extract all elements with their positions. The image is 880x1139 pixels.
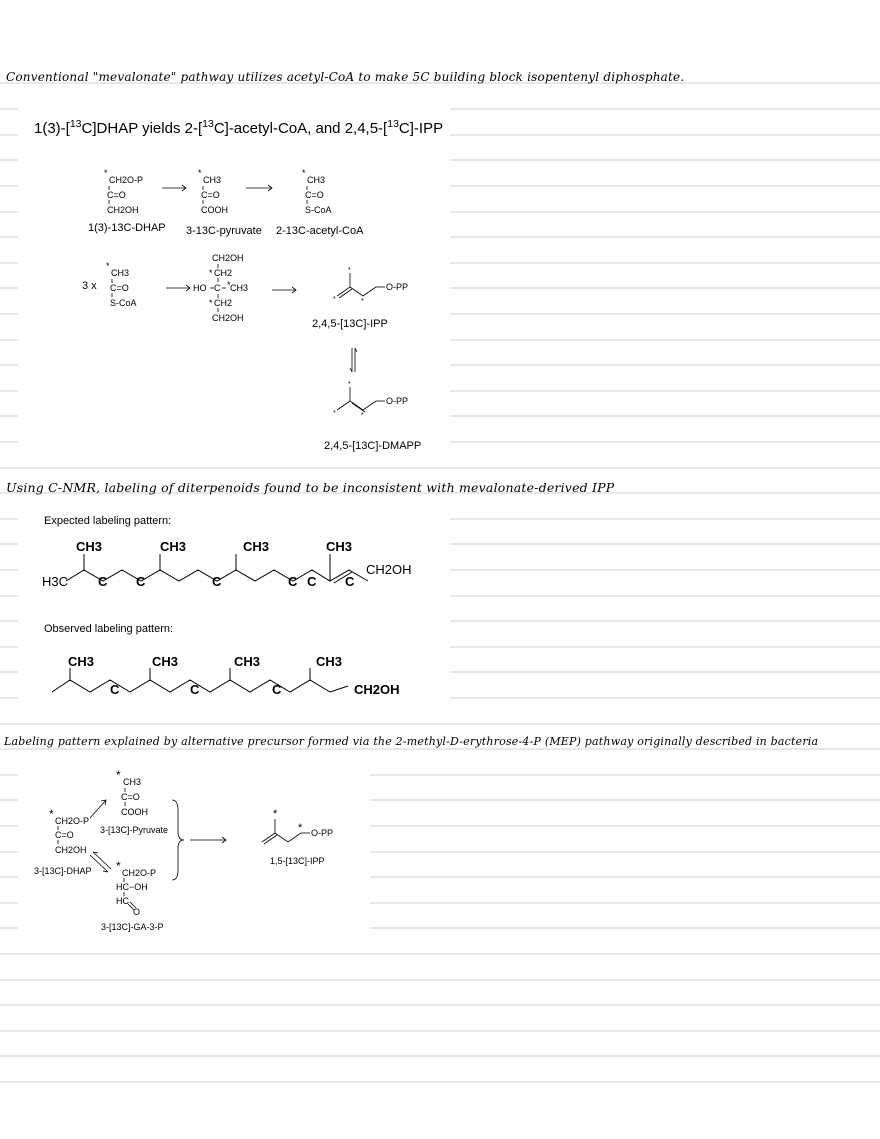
hmg-ch2-top: CH2 bbox=[214, 268, 233, 278]
mep-pyr-cooh: COOH bbox=[121, 807, 148, 817]
mep-dhap-label: 3-[13C]-DHAP bbox=[34, 866, 92, 876]
expected-label: Expected labeling pattern: bbox=[44, 515, 172, 527]
hmg-c: C bbox=[214, 283, 221, 293]
mep-ga-hc: HC bbox=[116, 896, 129, 906]
mep-pyr-ch3: CH3 bbox=[123, 777, 142, 787]
mep-ga-hcoh: HC−OH bbox=[116, 882, 148, 892]
mep-pyr-co: C=O bbox=[121, 792, 140, 802]
hmg-ch3: CH3 bbox=[230, 283, 249, 293]
obs-ch3-1: CH3 bbox=[68, 654, 95, 669]
dmapp-label: 2,4,5-[13C]-DMAPP bbox=[324, 440, 422, 452]
dhap-label: 1(3)-13C-DHAP bbox=[88, 222, 166, 234]
star-mark: * bbox=[348, 381, 351, 388]
exp-c-5: C bbox=[307, 574, 317, 589]
star-mark: * bbox=[209, 298, 213, 308]
exp-h3c: H3C bbox=[42, 574, 69, 589]
mep-pyruvate-label: 3-[13C]-Pyruvate bbox=[100, 825, 169, 835]
star-mark: * bbox=[116, 859, 121, 873]
row2-scoa: S-CoA bbox=[110, 298, 137, 308]
mep-dhap-co: C=O bbox=[55, 830, 74, 840]
exp-ch2oh: CH2OH bbox=[366, 562, 412, 577]
exp-c-4: C bbox=[288, 574, 298, 589]
mep-ga3p-label: 3-[13C]-GA-3-P bbox=[101, 922, 164, 932]
dhap-ch2oh: CH2OH bbox=[107, 205, 139, 215]
dmapp-opp: O-PP bbox=[386, 396, 409, 406]
star-mark: * bbox=[273, 808, 278, 820]
star-mark: * bbox=[361, 298, 364, 305]
obs-ch3-4: CH3 bbox=[316, 654, 343, 669]
obs-ch2oh: CH2OH bbox=[354, 682, 400, 697]
star-mark: * bbox=[333, 410, 336, 417]
mep-ipp-label: 1,5-[13C]-IPP bbox=[270, 856, 325, 866]
hmg-ch2oh-bottom: CH2OH bbox=[212, 313, 244, 323]
ipp-opp: O-PP bbox=[386, 282, 409, 292]
star-mark: * bbox=[209, 268, 213, 278]
obs-c-2: C bbox=[190, 682, 200, 697]
exp-c-2: C bbox=[136, 574, 146, 589]
star-mark: * bbox=[49, 807, 54, 821]
mep-dhap-ch2oh: CH2OH bbox=[55, 845, 87, 855]
mep-ga-o: O bbox=[133, 907, 141, 917]
row2-ch3: CH3 bbox=[111, 268, 130, 278]
hmg-ch2oh-top: CH2OH bbox=[212, 253, 244, 263]
acetyl-scoa: S-CoA bbox=[305, 205, 332, 215]
obs-c-1: C bbox=[110, 682, 120, 697]
star-mark: * bbox=[106, 261, 110, 271]
acetylcoa-label: 2-13C-acetyl-CoA bbox=[276, 225, 364, 237]
pyruvate-ch3: CH3 bbox=[203, 175, 222, 185]
star-mark: * bbox=[333, 296, 336, 303]
exp-ch3-2: CH3 bbox=[160, 539, 187, 554]
row2-co: C=O bbox=[110, 283, 129, 293]
star-mark: * bbox=[116, 768, 121, 782]
star-mark: * bbox=[198, 168, 202, 178]
mep-ga-ch2op: CH2O-P bbox=[122, 868, 157, 878]
exp-ch3-3: CH3 bbox=[243, 539, 270, 554]
mep-ipp-opp: O-PP bbox=[311, 828, 334, 838]
observed-label: Observed labeling pattern: bbox=[44, 623, 174, 635]
star-mark: * bbox=[302, 168, 306, 178]
obs-ch3-3: CH3 bbox=[234, 654, 261, 669]
pyruvate-label: 3-13C-pyruvate bbox=[186, 225, 262, 237]
dhap-co: C=O bbox=[107, 190, 126, 200]
pyruvate-cooh: COOH bbox=[201, 205, 228, 215]
exp-ch3-4: CH3 bbox=[326, 539, 353, 554]
hmg-ch2-bottom: CH2 bbox=[214, 298, 233, 308]
exp-c-3: C bbox=[212, 574, 222, 589]
star-mark: * bbox=[298, 822, 303, 834]
star-mark: * bbox=[104, 168, 108, 178]
obs-ch3-2: CH3 bbox=[152, 654, 179, 669]
handwritten-note-nmr: Using C-NMR, labeling of diterpenoids found to be inconsistent with mevalonate-derived IPP bbox=[6, 480, 615, 495]
acetyl-ch3: CH3 bbox=[307, 175, 326, 185]
star-mark: * bbox=[348, 267, 351, 274]
exp-c-6: C bbox=[345, 574, 355, 589]
handwritten-note-mevalonate: Conventional "mevalonate" pathway utilizes acetyl-CoA to make 5C building block isopentenyl diphosphate. bbox=[6, 70, 685, 84]
panel1-title: 1(3)-[$^{13}$C]DHAP yields 2-[$^{13}$C]-acetyl-CoA, and 2,4,5-[$^{13}$C]-IPP bbox=[34, 118, 444, 137]
star-mark: * bbox=[227, 280, 231, 290]
three-x-label: 3 x bbox=[82, 280, 97, 292]
star-mark: * bbox=[361, 412, 364, 419]
exp-ch3-1: CH3 bbox=[76, 539, 103, 554]
dhap-ch2op: CH2O-P bbox=[109, 175, 144, 185]
handwritten-note-mep: Labeling pattern explained by alternative precursor formed via the 2-methyl-D-erythrose-4-P (MEP) pathway originally described in bacteria bbox=[4, 735, 819, 748]
pyruvate-co: C=O bbox=[201, 190, 220, 200]
acetyl-co: C=O bbox=[305, 190, 324, 200]
ipp-label: 2,4,5-[13C]-IPP bbox=[312, 318, 388, 330]
hmg-ho: HO bbox=[193, 283, 207, 293]
mep-dhap-ch2op: CH2O-P bbox=[55, 816, 90, 826]
obs-c-3: C bbox=[272, 682, 282, 697]
exp-c-1: C bbox=[98, 574, 108, 589]
